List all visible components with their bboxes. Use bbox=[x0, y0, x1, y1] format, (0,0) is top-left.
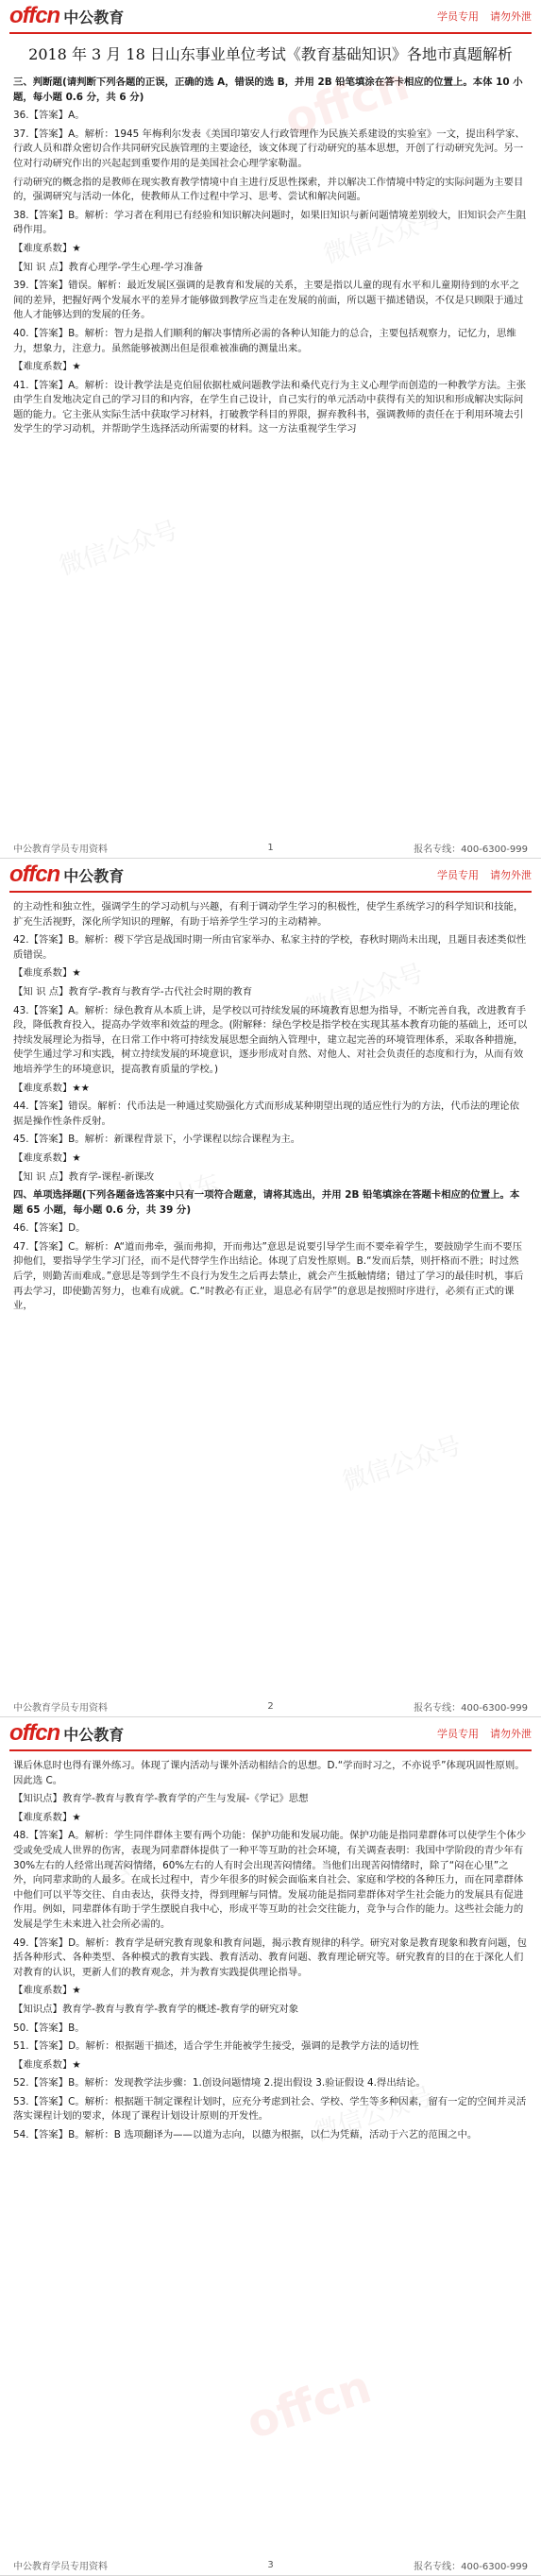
logo-chinese-name: 中公教育 bbox=[63, 866, 125, 885]
paragraph: 51.【答案】D。解析：根据题干描述，适合学生并能被学生接受，强调的是教学方法的适切性 bbox=[13, 2040, 419, 2053]
logo-wordmark: offcn bbox=[9, 3, 60, 28]
paragraph: 【难度系数】★ bbox=[13, 242, 81, 254]
paragraph: 的主动性和独立性，强调学生的学习动机与兴趣，有利于调动学生学习的积极性，使学生系统学习的科学知识和技能，扩充生活视野，深化所学知识的理解，有助于培养学生学习的主动精神。 bbox=[13, 901, 524, 928]
header-notice-1: 学员专用 bbox=[437, 1728, 479, 1740]
paragraph: 48.【答案】A。解析：学生同伴群体主要有两个功能：保护功能和发展功能。保护功能是指同辈群体可以使学生个体少受或免受成人世界的伤害，表现为同辈群体提供了一种平等互助的社会环境，有关调查表明：我国中学阶段的青少年有 30%左右的人经常出现苦闷情绪，60%左右的人有时会出现苦闷情绪。当他们出现苦闷情绪时，除了“闷在心里”之外，向同辈求助的人最多。在成长过程中，青少年很多的时候会面临来自社会、家庭和学校的各种压力，而在同辈群体中他们可以平等交往、自由表达，获得支持，得到理解与同情。发展功能是指同辈群体对学生社会能力的发展具有促进作用。例如，同辈群体有助于学生摆脱自我中心，形成平等互助的社会交往能力，竞争与合作的能力。这些社会能力的发展是学生未来进入社会所必需的。 bbox=[13, 1830, 527, 1930]
paragraph: 【知 识 点】教育学-教育与教育学-古代社会时期的教育 bbox=[13, 985, 253, 998]
paragraph: 【难度系数】★★ bbox=[13, 1082, 90, 1094]
page-number: 3 bbox=[267, 2559, 274, 2570]
header-notice-1: 学员专用 bbox=[437, 10, 479, 23]
header-divider bbox=[9, 891, 532, 893]
watermark: 微信公众号 bbox=[339, 1431, 465, 1497]
footer-left: 中公教育学员专用资料 bbox=[13, 2561, 108, 2572]
document-page-3 bbox=[0, 1717, 541, 2576]
header-notice bbox=[437, 867, 532, 882]
watermark: 微信公众号 bbox=[301, 959, 428, 1025]
paragraph: 46.【答案】D。 bbox=[13, 1222, 86, 1235]
page-footer bbox=[0, 2554, 541, 2575]
watermark: offcn bbox=[240, 2360, 378, 2450]
header-notice-2: 请勿外泄 bbox=[490, 1728, 532, 1740]
paragraph: 42.【答案】B。解析：稷下学宫是战国时期一所由官家举办、私家主持的学校，春秋时期尚未出现，且题目表述类似性质错误。 bbox=[13, 934, 527, 961]
logo-wordmark: offcn bbox=[9, 862, 60, 887]
paragraph: 【知识点】教育学-教育与教育学-教育学的产生与发展-《学记》思想 bbox=[13, 1793, 309, 1805]
footer-left: 中公教育学员专用资料 bbox=[13, 844, 108, 855]
header-notice-2: 请勿外泄 bbox=[490, 869, 532, 881]
footer-left: 中公教育学员专用资料 bbox=[13, 1702, 108, 1714]
paragraph: 44.【答案】错误。解析：代币法是一种通过奖励强化方式而形成某种期望出现的适应性行为的方法，代币法的理论依据是操作性条件反射。 bbox=[13, 1100, 520, 1127]
logo-chinese-name: 中公教育 bbox=[63, 8, 125, 26]
header-notice-2: 请勿外泄 bbox=[490, 10, 532, 23]
page-content bbox=[0, 1759, 541, 2143]
paragraph: 40.【答案】B。解析：智力是指人们顺利的解决事情所必需的各种认知能力的总合，主要包括观察力，记忆力，思维力，想象力，注意力。虽然能够被测出但是很难被准确的测量出来。 bbox=[13, 327, 516, 354]
paragraph: 【难度系数】★ bbox=[13, 1152, 81, 1164]
document-title: 2018 年 3 月 18 日山东事业单位考试《教育基础知识》各地市真题解析 bbox=[28, 45, 513, 63]
page-footer bbox=[0, 1696, 541, 1716]
paragraph: 【难度系数】★ bbox=[13, 361, 81, 373]
paragraph: 43.【答案】A。解析：绿色教育从本质上讲，是学校以可持续发展的环境教育思想为指导，不断完善自我，改进教育手段，降低教育投入，提高办学效率和效益的理念。(附解释：绿色学校是指学校在实现其基本教育功能的基础上，还可以持续发展理论为指导，在日常工作中将可持续发展思想全面纳入管理中，建立起完善的环境管理体系，采取各种措施，使学生通过学习和实践，树立持续发展的环境意识，逐步形成对自然、对他人、对社会负责任的态度和行为，从而有效地培养学生的环境意识，提高教育质量的学校。) bbox=[13, 1004, 528, 1075]
page-header bbox=[0, 1717, 541, 1749]
watermark: 微信公众号 bbox=[311, 2082, 437, 2148]
brand-logo bbox=[9, 1720, 124, 1747]
footer-hotline: 报名专线：400-6300-999 bbox=[414, 844, 528, 855]
watermark: 山东 bbox=[167, 1169, 224, 1212]
watermark: 微信公众号 bbox=[56, 516, 182, 582]
section-heading: 四、单项选择题(下列各题备选答案中只有一项符合题意，请将其选出，并用 2B 铅笔填涂在答题卡相应的位置上。本题 65 小题，每小题 0.6 分，共 39 分) bbox=[13, 1189, 520, 1216]
page-content bbox=[0, 900, 541, 1314]
paragraph: 37.【答案】A。解析：1945 年梅利尔发表《美国印第安人行政管理作为民族关系建设的实验室》一文，提出科学家、行政人员和群众密切合作共同研究民族管理的主要途径，该文体现了行动研究的基本思想，开创了行动研究先河。另一位对行动研究作出的兴起起到重要作用的是美国社会心理学家勒温。 bbox=[13, 128, 525, 169]
paragraph: 【知 识 点】教育心理学-学生心理-学习准备 bbox=[13, 261, 204, 273]
paragraph: 【知 识 点】教育学-课程-新课改 bbox=[13, 1170, 155, 1183]
section-heading: 三、判断题(请判断下列各题的正误，正确的选 A，错误的选 B，并用 2B 铅笔填涂在答卡相应的位置上。本体 10 小题，每小题 0.6 分，共 6 分) bbox=[13, 77, 523, 103]
paragraph: 36.【答案】A。 bbox=[13, 110, 85, 122]
watermark: 微信公众号 bbox=[56, 1836, 182, 1902]
footer-hotline: 报名专线：400-6300-999 bbox=[414, 1702, 528, 1714]
header-notice bbox=[437, 9, 532, 24]
brand-logo bbox=[9, 862, 124, 888]
page-header bbox=[0, 0, 541, 32]
paragraph: 53.【答案】C。解析：根据题干制定课程计划时，应充分考虑到社会、学校、学生等多种因素，留有一定的空间并灵活落实课程计划的要求，体现了课程计划设计原则的开发性。 bbox=[13, 2095, 527, 2123]
header-divider bbox=[9, 1749, 532, 1751]
paragraph: 54.【答案】B。解析：B 选项翻译为——以道为志向，以德为根据，以仁为凭藉，活动于六艺的范围之中。 bbox=[13, 2129, 478, 2141]
paragraph: 【难度系数】★ bbox=[13, 1811, 81, 1823]
header-notice bbox=[437, 1726, 532, 1741]
paragraph: 41.【答案】A。解析：设计教学法是克伯屈依据杜威问题教学法和桑代克行为主义心理学而创造的一种教学方法。主张由学生自发地决定自己的学习目的和内容，在学生自己设计，自己实行的单元活动中获得有关的知识和形成解决实际问题的能力。它主张从实际生活中获取学习材料，打破教学科目的界限，摒弃教科书，强调教师的责任在于利用环境去引发学生的学习动机，并帮助学生选择活动所需要的材料。这一方法重视学生学习 bbox=[13, 379, 527, 435]
document-page-1 bbox=[0, 0, 541, 859]
paragraph: 39.【答案】错误。解析：最近发展区强调的是教育和发展的关系，主要是指以儿童的现有水平和儿童期待到的水平之间的差异，把握好两个发展水平的差异才能够做到教学应当走在发展的前面，所以题干描述错误，不仅是只顾限于通过他人才能够达到的发展的任务。 bbox=[13, 280, 524, 321]
paragraph: 49.【答案】D。解析：教育学是研究教育现象和教育问题，揭示教育规律的科学。研究对象是教育现象和教育问题，包括各种形式、各种类型、各种模式的教育实践、教育活动、教育问题、教育理论研究等。研究教育的目的在于深化人们对教育的认识，更新人们的教育观念，并为教育实践提供理论指导。 bbox=[13, 1936, 528, 1978]
paragraph: 【知识点】教育学-教育与教育学-教育学的概述-教育学的研究对象 bbox=[13, 2003, 299, 2015]
paragraph: 课后休息时也得有课外练习。体现了课内活动与课外活动相结合的思想。D.“学而时习之，不亦说乎”体现巩固性原则。因此选 C。 bbox=[13, 1760, 525, 1786]
document-page-2 bbox=[0, 859, 541, 1717]
logo-wordmark: offcn bbox=[9, 1720, 60, 1746]
header-notice-1: 学员专用 bbox=[437, 869, 479, 881]
paragraph: 38.【答案】B。解析：学习者在利用已有经验和知识解决问题时，如果旧知识与新问题情境差别较大，旧知识会产生阻碍作用。 bbox=[13, 209, 527, 236]
page-number: 2 bbox=[267, 1700, 274, 1712]
watermark: 微信公众号 bbox=[320, 204, 447, 270]
page-footer bbox=[0, 837, 541, 858]
watermark: offcn bbox=[278, 57, 415, 147]
brand-logo bbox=[9, 3, 124, 29]
paragraph: 行动研究的概念指的是教师在现实教育教学情境中自主进行反思性探索，并以解决工作情境中特定的实际问题为主要目的，强调研究与活动一体化，使教师从工作过程中学习、思考、尝试和解决问题。 bbox=[13, 176, 524, 203]
page-header bbox=[0, 859, 541, 891]
page-number: 1 bbox=[267, 842, 274, 853]
logo-chinese-name: 中公教育 bbox=[63, 1725, 125, 1744]
paragraph: 【难度系数】★ bbox=[13, 2058, 81, 2071]
header-divider bbox=[9, 32, 532, 34]
paragraph: 【难度系数】★ bbox=[13, 1985, 81, 1997]
footer-hotline: 报名专线：400-6300-999 bbox=[414, 2561, 528, 2572]
paragraph: 45.【答案】B。解析：新课程背景下，小学课程以综合课程为主。 bbox=[13, 1134, 301, 1146]
paragraph: 47.【答案】C。解析：A“道而弗牵，强而弗抑，开而弗达”意思是说要引导学生而不要牵着学生，要鼓励学生而不要压抑他们，要指导学生学习门径，而不是代替学生作出结论。体现了启发性原则。B.“发而后禁，则扞格而不胜；时过然后学，则勤苦而难成。”意思是等到学生不良行为发生之后再去禁止，就会产生抵触情绪；错过了学习的最佳时机，事后再去学习，即使勤苦努力，也难有成就。C.“时教必有正业，退息必有居学”的意思是按照时序进行，必须有正式的课业， bbox=[13, 1240, 524, 1312]
paragraph: 50.【答案】B。 bbox=[13, 2022, 85, 2034]
paragraph: 52.【答案】B。解析：发现教学法步骤：1.创设问题情境 2.提出假设 3.验证假设 4.得出结论。 bbox=[13, 2077, 426, 2090]
page-content bbox=[0, 76, 541, 437]
paragraph: 【难度系数】★ bbox=[13, 967, 81, 980]
